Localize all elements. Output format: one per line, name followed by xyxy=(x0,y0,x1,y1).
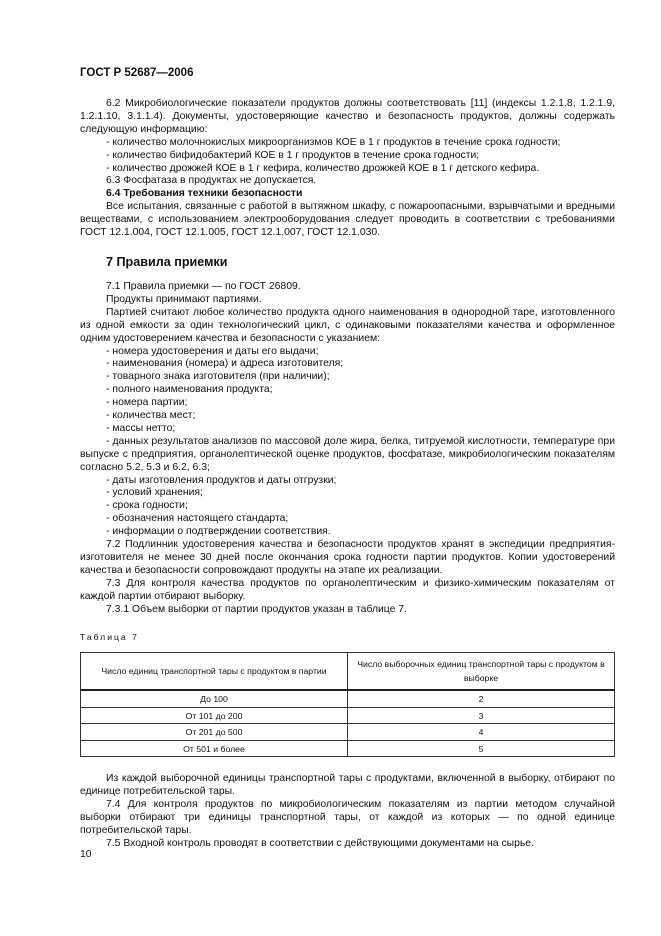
list-item: - количество молочнокислых микроорганизмов КОЕ в 1 г продуктов в течение срока годности; xyxy=(106,136,561,148)
paragraph-7-4: 7.4 Для контроля продуктов по микробиологическим показателям из партии методом случайной выборки отбирают три единицы транспортной тары, от каждой из которых — по одной единице потребительской тары. xyxy=(80,799,615,837)
table-row xyxy=(81,707,615,724)
table-header-cell: Число выборочных единиц транспортной тары с продуктом в выборке xyxy=(348,653,615,691)
paragraph-lots: Продукты принимают партиями. xyxy=(106,293,262,305)
list-item: - номера партии; xyxy=(106,397,188,409)
heading-6-4: 6.4 Требования техники безопасности xyxy=(106,188,303,200)
table-row xyxy=(81,690,615,707)
sample-size-table xyxy=(80,652,615,757)
table-cell: От 501 и более xyxy=(81,740,348,757)
paragraph-6-4: Все испытания, связанные с работой в вытяжном шкафу, с пожароопасными, взрывчатыми и вредными веществами, с использованием электрооборудования следует проводить в соответствии с требованиями ГОСТ 12.1.004, ГОСТ 12.1.005, ГОСТ 12.1.007, ГОСТ 12.1.030. xyxy=(80,201,615,239)
document-header: ГОСТ Р 52687—2006 xyxy=(80,67,194,79)
page-number: 10 xyxy=(80,849,92,860)
list-item: - срока годности; xyxy=(106,500,188,512)
table-cell: 2 xyxy=(348,690,615,707)
list-item: - даты изготовления продуктов и даты отгрузки; xyxy=(106,474,337,486)
document-body xyxy=(80,98,615,851)
list-item: - количество бифидобактерий КОЕ в 1 г продуктов в течение срока годности; xyxy=(106,149,480,161)
table-caption: Таблица 7 xyxy=(80,631,139,642)
table-cell: До 100 xyxy=(81,690,348,707)
table-cell: От 201 до 500 xyxy=(81,724,348,741)
table-cell: 3 xyxy=(348,707,615,724)
paragraph-7-3: 7.3 Для контроля качества продуктов по органолептическим и физико-химическим показателям от каждой партии отбирают выборку. xyxy=(80,577,615,602)
paragraph-6-3: 6.3 Фосфатаза в продуктах не допускается. xyxy=(106,175,317,187)
list-item: - массы нетто; xyxy=(106,422,176,434)
paragraph-6-2: 6.2 Микробиологические показатели продуктов должны соответствовать [11] (индексы 1.2.1.8, 1.2.1.9, 1.2.1.10, 3.1.1.4). Документы, удостоверяющие качество и безопасность продуктов, должны содержать следующую информацию: xyxy=(80,98,615,135)
list-item: - условий хранения; xyxy=(106,487,203,499)
paragraph-7-5: 7.5 Входной контроль проводят в соответствии с действующими документами на сырье. xyxy=(106,837,534,849)
section-7-heading: 7 Правила приемки xyxy=(106,254,228,269)
list-item: - полного наименования продукта; xyxy=(106,384,273,396)
list-item: - количества мест; xyxy=(106,410,196,422)
table-cell: 5 xyxy=(348,740,615,757)
table-header-cell: Число единиц транспортной тары с продуктом в партии xyxy=(81,653,348,691)
paragraph-lot-definition: Партией считают любое количество продукта одного наименования в однородной таре, изготовленного из одной емкости за один технологический цикл, с одинаковыми показателями качества и оформленное одним удостоверением качества и безопасности с указанием: xyxy=(80,306,615,344)
table-row xyxy=(81,740,615,757)
paragraph-7-2: 7.2 Подлинник удостоверения качества и безопасности продуктов хранят в экспедиции предприятия-изготовителя не менее 30 дней после окончания срока годности партии продуктов. Копии удостоверений качества и безопасности сопровождают продукты на этапе их реализации. xyxy=(80,539,615,576)
table-header-row xyxy=(81,653,615,691)
list-item: - данных результатов анализов по массовой доле жира, белка, титруемой кислотности, температуре при выпуске с предприятия, органолептической оценке продуктов, фосфатазе, микробиологическим показателям согласно 5.2, 5.3 и 6.2, 6.3; xyxy=(80,435,615,473)
list-item: - количество дрожжей КОЕ в 1 г кефира, количество дрожжей КОЕ в 1 г детского кефира. xyxy=(106,162,540,174)
table-cell: От 101 до 200 xyxy=(81,707,348,724)
list-item: - информации о подтверждении соответствия. xyxy=(106,526,331,538)
list-item: - товарного знака изготовителя (при наличии); xyxy=(106,371,330,383)
list-item: - номера удостоверения и даты его выдачи; xyxy=(106,345,319,357)
paragraph-after-table: Из каждой выборочной единицы транспортной тары с продуктами, включенной в выборку, отбирают по единице потребительской тары. xyxy=(80,773,615,798)
table-cell: 4 xyxy=(348,724,615,741)
list-item: - наименования (номера) и адреса изготовителя; xyxy=(106,358,344,370)
table-row xyxy=(81,724,615,741)
paragraph-7-1: 7.1 Правила приемки — по ГОСТ 26809. xyxy=(106,280,301,292)
paragraph-7-3-1: 7.3.1 Объем выборки от партии продуктов указан в таблице 7. xyxy=(106,603,407,615)
list-item: - обозначения настоящего стандарта; xyxy=(106,513,289,525)
